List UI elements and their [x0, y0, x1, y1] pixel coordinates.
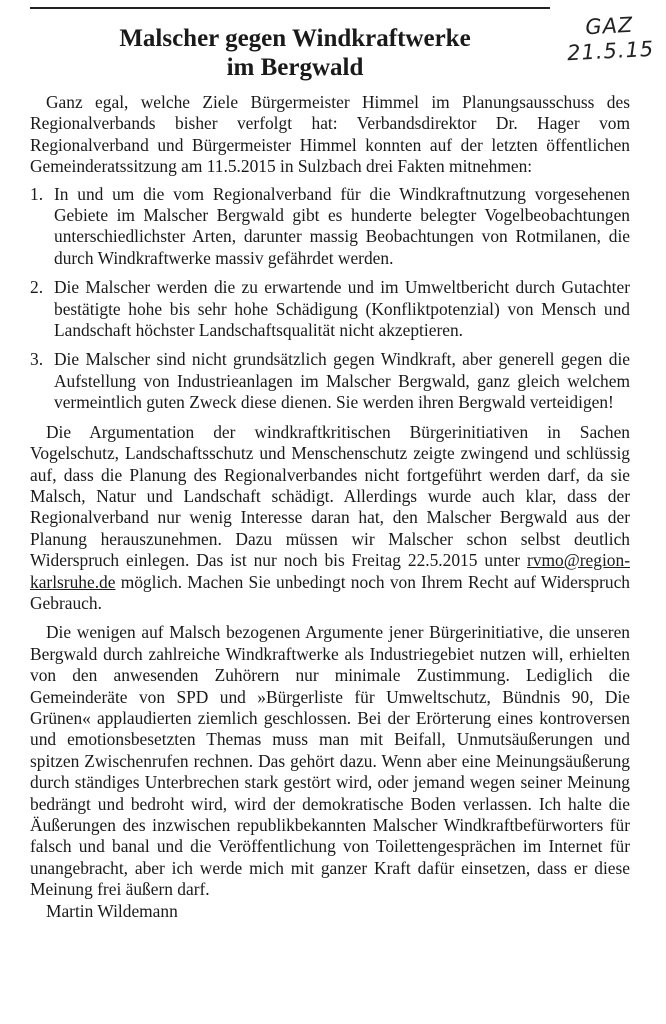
list-number: 2. [30, 277, 44, 298]
author-signature: Martin Wildemann [46, 900, 178, 921]
list-item [30, 277, 630, 341]
list-text: Die Malscher werden die zu erwartende und im Umweltbericht durch Gutachter bestätigte hohe bis sehr hohe Schädigung (Konfliktpotenzial) von Mensch und Landschaft höchster Landschaftsqualität nicht akzeptieren. [54, 277, 630, 341]
list-item [30, 184, 630, 270]
article-title [30, 24, 560, 82]
list-number: 3. [30, 349, 44, 370]
intro-paragraph: Ganz egal, welche Ziele Bürgermeister Himmel im Planungsausschuss des Regionalverbands bisher verfolgt hat: Verbandsdirektor Dr. Hager vom Regionalverband und Bürgermeister Himmel konnten auf der letzten öffentlichen Gemeinderatssitzung am 11.5.2015 in Sulzbach drei Fakten mitnehmen: [30, 92, 630, 177]
handwritten-note [563, 12, 657, 67]
list-text: In und um die vom Regionalverband für die Windkraftnutzung vorgesehenen Gebiete im Malscher Bergwald gibt es hunderte belegter Vogelbeobachtungen unterschiedlichster Arten, darunter massig Beobachtungen von Rotmilanen, die durch Windkraftwerke massiv gefährdet werden. [54, 183, 630, 268]
opinion-paragraph: Die wenigen auf Malsch bezogenen Argumente jener Bürgerinitiative, die unseren Bergwald durch zahlreiche Windkraftwerke als Industriegebiet nutzen will, erhielten von den anwesenden Zuhörern nur minimale Zustimmung. Lediglich die Gemeinderäte von SPD und »Bürgerliste für Umweltschutz, Bündnis 90, Die Grünen« applaudierten ziemlich geschlossen. Bei der Erörterung eines kontroversen und emotionsbesetzten Themas muss man mit Beifall, Unmutsäußerungen und spitzen Zwischenrufen rechnen. Das gehört dazu. Wenn aber eine Meinungsäußerung durch ständiges Unterbrechen stark gestört wird, oder jemand wegen seiner Meinung bedrängt und bedroht wird, wird der demokratische Boden verlassen. Ich halte die Äußerungen des inzwischen republikbekannten Malscher Windkraftbefürworters für falsch und banal und die Veröffentlichung von Toilettengesprächen im Internet für unangebracht, aber ich werde mich mit ganzer Kraft dafür einsetzen, dass er diese Meinung frei äußern darf. [30, 622, 630, 900]
title-line-2: im Bergwald [226, 54, 364, 81]
appeal-paragraph [30, 422, 630, 615]
appeal-text-end: möglich. Machen Sie unbedingt noch von Ihrem Recht auf Widerspruch Gebrauch. [30, 571, 630, 613]
article-body [30, 92, 630, 922]
note-date: 21.5.15 [566, 36, 655, 66]
top-divider [30, 7, 550, 9]
title-line-1: Malscher gegen Windkraftwerke [119, 25, 471, 52]
list-item [30, 349, 630, 413]
paragraph-gap [30, 614, 630, 622]
list-number: 1. [30, 183, 44, 204]
facts-list [30, 184, 630, 414]
appeal-text: Die Argumentation der windkraftkritischen Bürgerinitiativen in Sachen Vogelschutz, Landschaftsschutz und Menschenschutz zeigte zwingend und schlüssig auf, dass die Planung des Regionalverbandes nicht fortgeführt werden darf, da sie Malsch, Natur und Landschaft schädigt. Allerdings wurde auch klar, dass der Regionalverband nur wenig Interesse daran hat, den Malscher Bergwald aus der Planung herauszunehmen. Dazu müssen wir Malscher schon selbst deutlich Widerspruch einlegen. Das ist nur noch bis Freitag 22.5.2015 unter [30, 421, 630, 571]
note-source: GAZ [584, 12, 634, 40]
email-link[interactable]: rvmo@region-karlsruhe.de [30, 550, 630, 592]
list-text: Die Malscher sind nicht grundsätzlich gegen Windkraft, aber generell gegen die Aufstellung von Industrieanlagen im Malscher Bergwald, ganz gleich welchem vermeintlich guten Zweck diese dienen. Sie werden ihren Bergwald verteidigen! [54, 349, 630, 413]
